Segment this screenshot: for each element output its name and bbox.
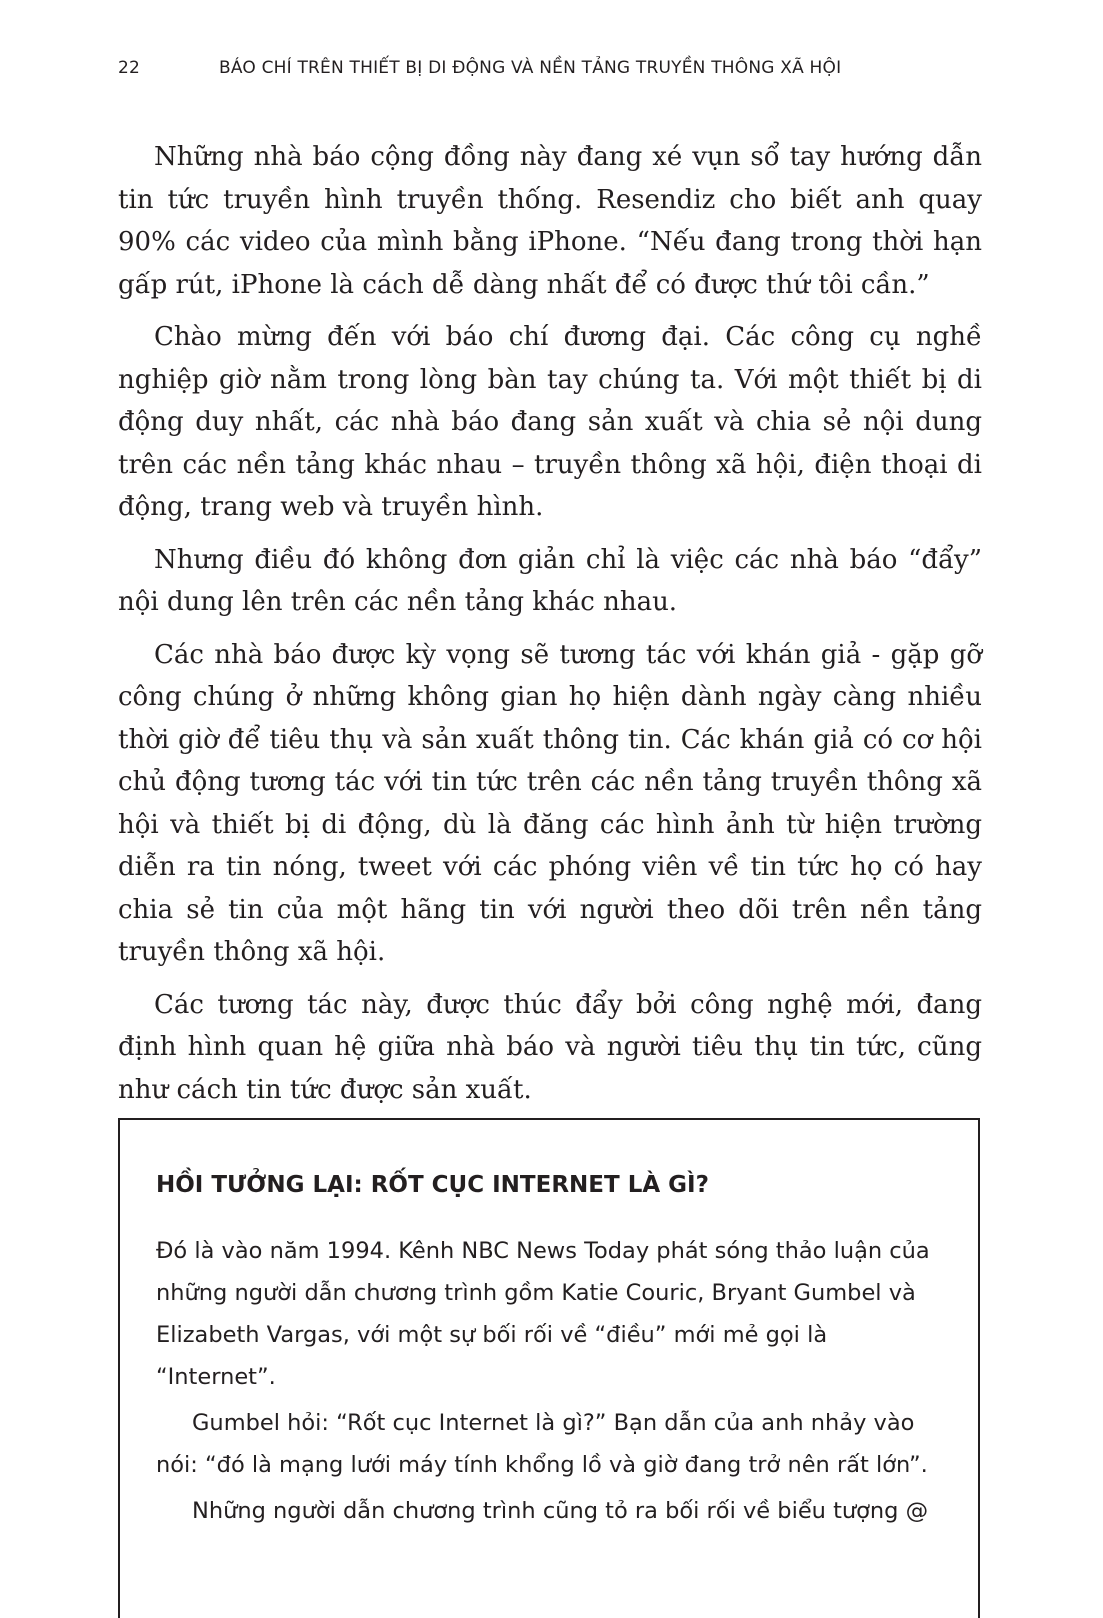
paragraph: Những nhà báo cộng đồng này đang xé vụn sổ tay hướng dẫn tin tức truyền hình truyền thống. Resendiz cho biết anh quay 90% các video của mình bằng iPhone. “Nếu đang trong thời hạn gấp rút, iPhone là cách dễ dàng nhất để có được thứ tôi cần.”	[118, 142, 982, 300]
sidebar-paragraph: Những người dẫn chương trình cũng tỏ ra bối rối về biểu tượng @	[192, 1498, 929, 1524]
sidebar-text	[156, 1230, 946, 1536]
sidebar-paragraph: Đó là vào năm 1994. Kênh NBC News Today phát sóng thảo luận của những người dẫn chương trình gồm Katie Couric, Bryant Gumbel và Elizabeth Vargas, với một sự bối rối về “điều” mới mẻ gọi là “Internet”.	[156, 1238, 930, 1390]
paragraph: Các nhà báo được kỳ vọng sẽ tương tác với khán giả - gặp gỡ công chúng ở những không gian họ hiện dành ngày càng nhiều thời giờ để tiêu thụ và sản xuất thông tin. Các khán giả có cơ hội chủ động tương tác với tin tức trên các nền tảng truyền thông xã hội và thiết bị di động, dù là đăng các hình ảnh từ hiện trường diễn ra tin nóng, tweet với các phóng viên về tin tức họ có hay chia sẻ tin của một hãng tin với người theo dõi trên nền tảng truyền thông xã hội.	[118, 639, 982, 967]
paragraph: Chào mừng đến với báo chí đương đại. Các công cụ nghề nghiệp giờ nằm trong lòng bàn tay chúng ta. Với một thiết bị di động duy nhất, các nhà báo đang sản xuất và chia sẻ nội dung trên các nền tảng khác nhau – truyền thông xã hội, điện thoại di động, trang web và truyền hình.	[118, 322, 982, 522]
sidebar-title: HỒI TƯỞNG LẠI: RỐT CỤC INTERNET LÀ GÌ?	[156, 1172, 709, 1198]
sidebar-paragraph: Gumbel hỏi: “Rốt cục Internet là gì?” Bạn dẫn của anh nhảy vào nói: “đó là mạng lưới máy tính khổng lồ và giờ đang trở nên rất lớn”.	[156, 1410, 928, 1478]
sidebar-box	[118, 1118, 980, 1618]
running-header	[118, 58, 878, 86]
running-title: BÁO CHÍ TRÊN THIẾT BỊ DI ĐỘNG VÀ NỀN TẢNG TRUYỀN THÔNG XÃ HỘI	[219, 58, 842, 78]
page-number: 22	[118, 58, 141, 78]
main-text	[118, 136, 982, 1121]
paragraph: Nhưng điều đó không đơn giản chỉ là việc các nhà báo “đẩy” nội dung lên trên các nền tảng khác nhau.	[118, 544, 982, 617]
paragraph: Các tương tác này, được thúc đẩy bởi công nghệ mới, đang định hình quan hệ giữa nhà báo và người tiêu thụ tin tức, cũng như cách tin tức được sản xuất.	[118, 989, 982, 1105]
